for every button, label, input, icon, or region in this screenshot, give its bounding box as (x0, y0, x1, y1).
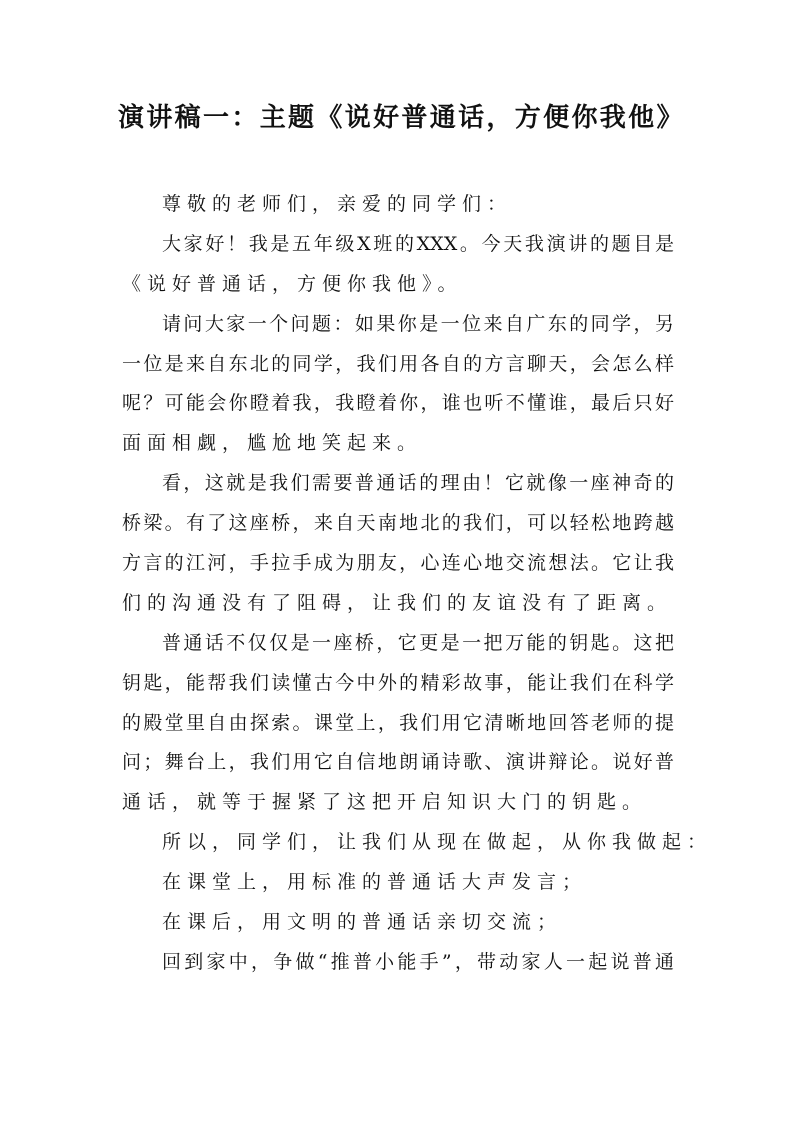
text-line: 的殿堂里自由探索。课堂上，我们用它清晰地回答老师的提 (122, 711, 674, 734)
document-body (122, 185, 713, 983)
text-line: 《说好普通话，方便你我他》。 (122, 272, 463, 295)
document-title: 演讲稿一：主题《说好普通话，方便你我他》 (118, 103, 683, 133)
text-line: 方言的江河，手拉手成为朋友，心连心地交流想法。它让我 (122, 552, 674, 575)
text-line: 在课堂上，用标准的普通话大声发言； (162, 871, 588, 894)
text-line: 面面相觑，尴尬地笑起来。 (122, 432, 423, 455)
text-line: 一位是来自东北的同学，我们用各自的方言聊天，会怎么样 (122, 352, 674, 375)
text-line: 回到家中，争做“推普小能手”，带动家人一起说普通 (162, 950, 674, 973)
text-line: 所以，同学们，让我们从现在做起，从你我做起： (162, 831, 713, 854)
text-line: 通话，就等于握紧了这把开启知识大门的钥匙。 (122, 791, 648, 814)
text-line: 桥梁。有了这座桥，来自天南地北的我们，可以轻松地跨越 (122, 512, 674, 535)
text-line: 大家好！我是五年级X班的XXX。今天我演讲的题目是 (162, 232, 674, 255)
text-line: 钥匙，能帮我们读懂古今中外的精彩故事，能让我们在科学 (122, 671, 674, 694)
text-line: 们的沟通没有了阻碍，让我们的友谊没有了距离。 (122, 591, 673, 614)
text-line: 请问大家一个问题：如果你是一位来自广东的同学，另 (162, 312, 674, 335)
text-line: 尊敬的老师们，亲爱的同学们： (162, 193, 513, 215)
text-line: 呢？可能会你瞪着我，我瞪着你，谁也听不懂谁，最后只好 (122, 392, 674, 415)
text-line: 看，这就是我们需要普通话的理由！它就像一座神奇的 (162, 472, 674, 495)
text-line: 问；舞台上，我们用它自信地朗诵诗歌、演讲辩论。说好普 (122, 751, 674, 774)
text-line: 在课后，用文明的普通话亲切交流； (162, 911, 563, 934)
text-line: 普通话不仅仅是一座桥，它更是一把万能的钥匙。这把 (162, 631, 674, 654)
